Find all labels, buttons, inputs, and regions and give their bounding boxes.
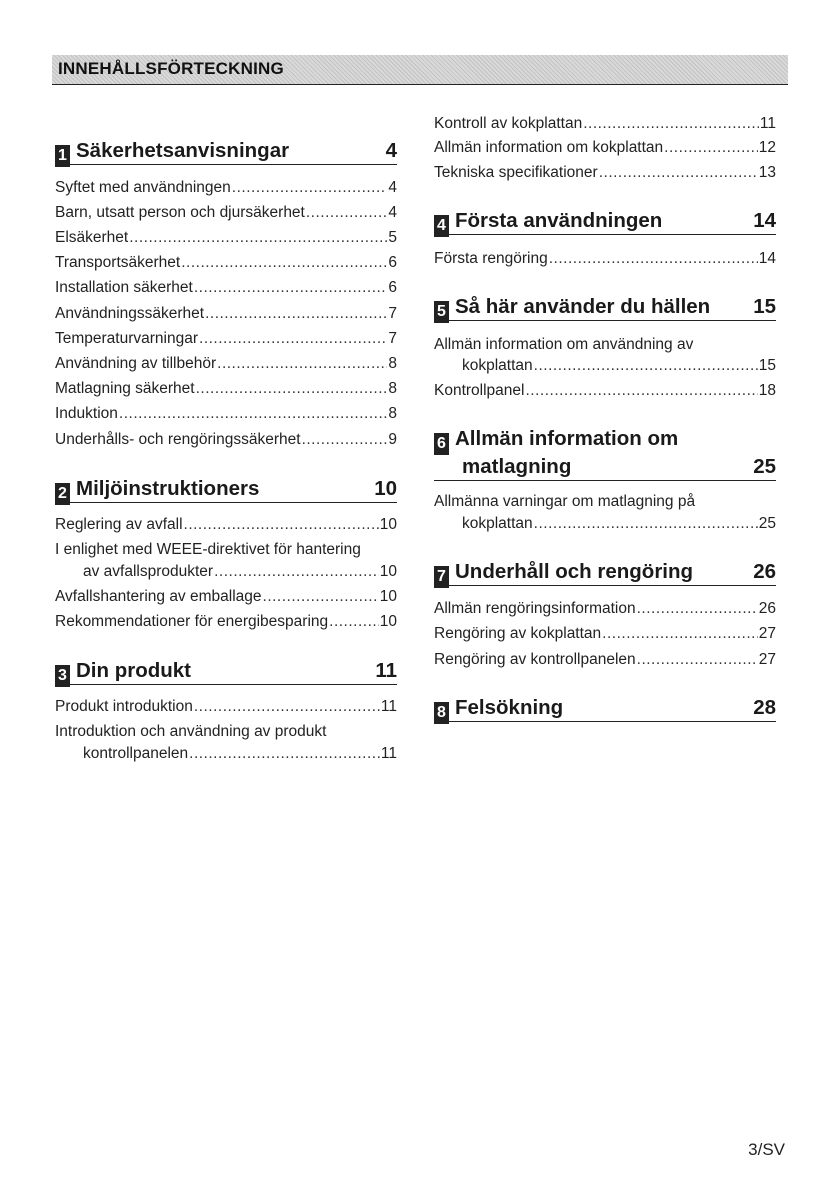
dot-leader [525, 381, 757, 401]
entry-text: Användningssäkerhet [55, 305, 205, 322]
entry-page: 10 [379, 613, 397, 630]
dot-leader [637, 650, 758, 670]
dot-leader [534, 514, 758, 534]
section-page: 15 [753, 295, 776, 318]
section-8-heading[interactable] [434, 695, 776, 722]
dot-leader [263, 587, 379, 607]
toc-entry[interactable] [55, 304, 397, 324]
toc-entry[interactable] [55, 697, 397, 717]
section-title: Så här använder du hällen [455, 295, 711, 318]
entry-page: 7 [388, 305, 397, 322]
toc-entry[interactable] [434, 114, 776, 134]
entry-page: 18 [758, 382, 776, 399]
entry-page: 6 [388, 254, 397, 271]
dot-leader [119, 404, 387, 424]
dot-leader [181, 253, 387, 273]
entry-text: Kontroll av kokplattan [434, 115, 583, 132]
entry-page: 26 [758, 600, 776, 617]
section-page: 14 [753, 209, 776, 232]
entry-text: Underhålls- och rengöringssäkerhet [55, 431, 301, 448]
toc-entry[interactable] [55, 203, 397, 223]
entry-page: 27 [758, 625, 776, 642]
entry-page: 10 [379, 563, 397, 580]
toc-entry-line[interactable]: Allmän information om användning av [434, 336, 694, 353]
entry-text: Första rengöring [434, 250, 548, 267]
dot-leader [637, 599, 758, 619]
entry-page: 11 [380, 698, 397, 715]
toc-entry-line[interactable]: Introduktion och användning av produkt [55, 723, 327, 740]
section-title: Säkerhetsanvisningar [76, 139, 290, 162]
section-title-line2: matlagning [462, 455, 572, 478]
toc-entry[interactable] [55, 278, 397, 298]
toc-header-bar [52, 55, 788, 85]
dot-leader [205, 304, 387, 324]
section-7-heading[interactable] [434, 559, 776, 586]
entry-page: 11 [380, 745, 397, 762]
entry-page: 8 [388, 405, 397, 422]
section-6-heading[interactable] [434, 426, 776, 481]
entry-page: 15 [758, 357, 776, 374]
entry-text: av avfallsprodukter [83, 563, 214, 580]
section-1-heading[interactable] [55, 138, 397, 165]
dot-leader [534, 356, 758, 376]
section-page: 28 [753, 696, 776, 719]
toc-entry[interactable] [434, 514, 776, 534]
toc-entry[interactable] [434, 599, 776, 619]
toc-entry[interactable] [55, 587, 397, 607]
entry-text: kokplattan [462, 515, 533, 532]
entry-text: Avfallshantering av emballage [55, 588, 262, 605]
section-page: 11 [375, 659, 397, 682]
entry-page: 8 [388, 355, 397, 372]
entry-page: 12 [758, 139, 776, 156]
dot-leader [194, 278, 388, 298]
entry-page: 8 [388, 380, 397, 397]
entry-text: Allmän information om kokplattan [434, 139, 664, 156]
dot-leader [196, 379, 388, 399]
toc-entry-line[interactable]: I enlighet med WEEE-direktivet för hantering [55, 541, 361, 558]
entry-text: Barn, utsatt person och djursäkerhet [55, 204, 305, 221]
entry-text: Rengöring av kokplattan [434, 625, 602, 642]
section-number-badge: 8 [434, 702, 449, 724]
page-number: 3/SV [748, 1140, 785, 1159]
dot-leader [217, 354, 387, 374]
toc-entry-line[interactable]: Allmänna varningar om matlagning på [434, 493, 696, 510]
entry-text: Installation säkerhet [55, 279, 193, 296]
section-page: 26 [753, 560, 776, 583]
entry-text: Matlagning säkerhet [55, 380, 195, 397]
entry-text: Tekniska specifikationer [434, 164, 598, 181]
entry-text: Induktion [55, 405, 118, 422]
toc-entry[interactable] [434, 138, 776, 158]
toc-entry[interactable] [434, 249, 776, 269]
entry-page: 13 [758, 164, 776, 181]
entry-text: kontrollpanelen [83, 745, 189, 762]
entry-page: 27 [758, 651, 776, 668]
toc-entry[interactable] [55, 228, 397, 248]
entry-text: Rekommendationer för energibesparing [55, 613, 329, 630]
entry-text: Transportsäkerhet [55, 254, 181, 271]
dot-leader [189, 744, 380, 764]
dot-leader [602, 624, 758, 644]
entry-text: Reglering av avfall [55, 516, 183, 533]
toc-entry[interactable] [434, 624, 776, 644]
entry-text: Kontrollpanel [434, 382, 525, 399]
dot-leader [664, 138, 758, 158]
section-title: Underhåll och rengöring [455, 560, 694, 583]
section-title: Felsökning [455, 696, 564, 719]
entry-page: 25 [758, 515, 776, 532]
entry-page: 14 [758, 250, 776, 267]
dot-leader [329, 612, 379, 632]
entry-page: 11 [759, 115, 776, 132]
section-number-badge: 5 [434, 301, 449, 323]
section-title: Första användningen [455, 209, 663, 232]
section-number-badge: 7 [434, 566, 449, 588]
section-number-badge: 6 [434, 433, 449, 455]
dot-leader [583, 114, 759, 134]
toc-title: INNEHÅLLSFÖRTECKNING [58, 59, 284, 78]
toc-entry[interactable] [55, 430, 397, 450]
dot-leader [184, 515, 379, 535]
toc-entry[interactable] [55, 404, 397, 424]
entry-text: Rengöring av kontrollpanelen [434, 651, 636, 668]
toc-entry[interactable] [434, 163, 776, 183]
entry-page: 7 [388, 330, 397, 347]
entry-page: 4 [388, 179, 397, 196]
section-2-heading[interactable] [55, 476, 397, 503]
entry-page: 5 [388, 229, 397, 246]
entry-page: 6 [388, 279, 397, 296]
section-4-heading[interactable] [434, 208, 776, 235]
toc-entry[interactable] [55, 379, 397, 399]
toc-entry[interactable] [55, 253, 397, 273]
entry-text: Allmän rengöringsinformation [434, 600, 636, 617]
entry-text: Elsäkerhet [55, 229, 129, 246]
toc-entry[interactable] [55, 354, 397, 374]
section-number-badge: 3 [55, 665, 70, 687]
section-page: 4 [385, 139, 397, 162]
entry-text: Produkt introduktion [55, 698, 193, 715]
entry-text: Användning av tillbehör [55, 355, 217, 372]
dot-leader [302, 430, 388, 450]
entry-page: 10 [379, 588, 397, 605]
toc-entry[interactable] [55, 329, 397, 349]
entry-text: Temperaturvarningar [55, 330, 199, 347]
section-title: Allmän information om [455, 427, 679, 450]
section-title: Din produkt [76, 659, 192, 682]
section-number-badge: 1 [55, 145, 70, 167]
toc-entry[interactable] [434, 356, 776, 376]
dot-leader [199, 329, 387, 349]
toc-entry[interactable] [55, 562, 397, 582]
section-5-heading[interactable] [434, 294, 776, 321]
section-number-badge: 2 [55, 483, 70, 505]
entry-text: kokplattan [462, 357, 533, 374]
section-page: 25 [753, 455, 776, 478]
section-number-badge: 4 [434, 215, 449, 237]
dot-leader [129, 228, 387, 248]
entry-text: Syftet med användningen [55, 179, 231, 196]
section-page: 10 [374, 477, 397, 500]
dot-leader [306, 203, 388, 223]
section-title: Miljöinstruktioners [76, 477, 260, 500]
toc-entry[interactable] [55, 178, 397, 198]
entry-page: 9 [388, 431, 397, 448]
dot-leader [232, 178, 388, 198]
toc-entry[interactable] [55, 744, 397, 764]
toc-entry[interactable] [434, 381, 776, 401]
entry-page: 10 [379, 516, 397, 533]
dot-leader [214, 562, 379, 582]
section-3-heading[interactable] [55, 658, 397, 685]
dot-leader [599, 163, 758, 183]
toc-entry[interactable] [55, 612, 397, 632]
toc-entry[interactable] [55, 515, 397, 535]
dot-leader [194, 697, 380, 717]
toc-entry[interactable] [434, 650, 776, 670]
entry-page: 4 [388, 204, 397, 221]
dot-leader [549, 249, 758, 269]
